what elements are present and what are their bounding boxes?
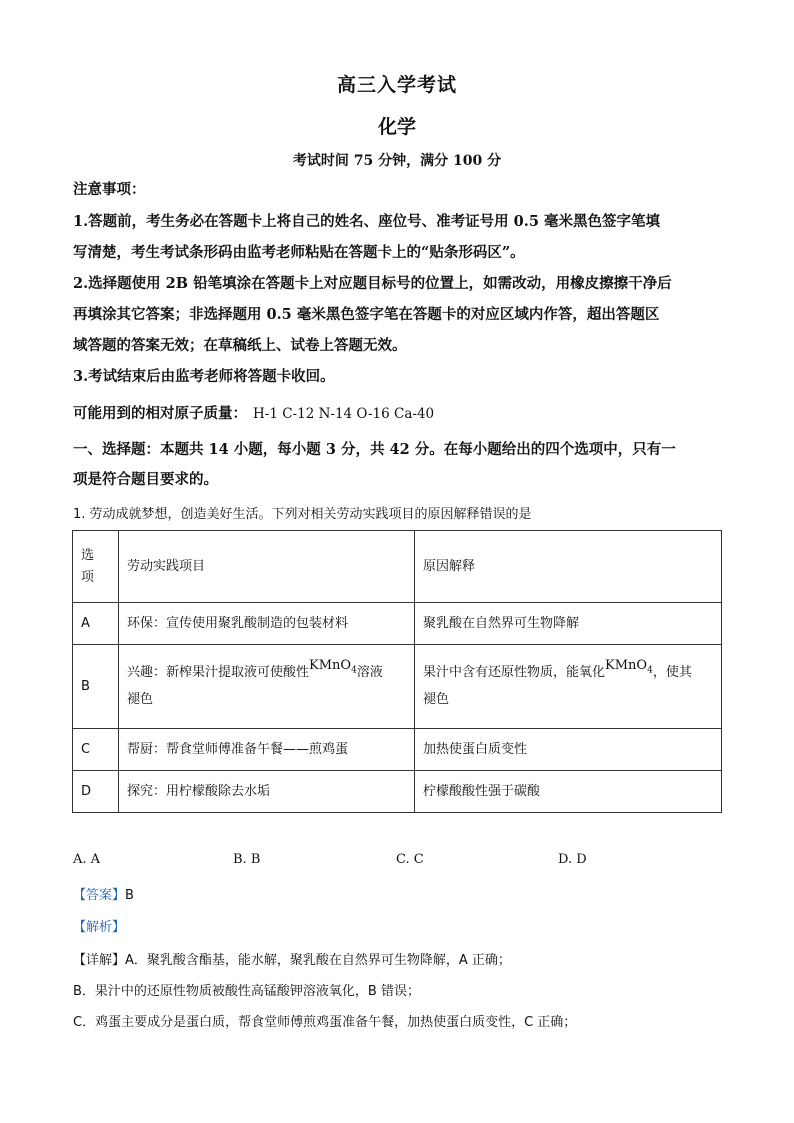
row-d-project: 探究：用柠檬酸除去水垢 xyxy=(119,771,415,813)
row-b-reason-line-2: 褪色 xyxy=(423,691,450,707)
table-row xyxy=(73,729,722,771)
detail-line-1 xyxy=(73,949,511,968)
choice-d[interactable]: D. D xyxy=(558,852,587,867)
row-a-option: A xyxy=(73,603,119,645)
row-b-project-text-2: 溶液 xyxy=(356,665,383,681)
detail-line-3: C．鸡蛋主要成分是蛋白质，帮食堂师傅煎鸡蛋准备午餐，加热使蛋白质变性，C 正确； xyxy=(73,1015,577,1030)
table-row xyxy=(73,771,722,813)
choice-c[interactable]: C. C xyxy=(396,852,424,867)
detail-line-2: B．果汁中的还原性物质被酸性高锰酸钾溶液氧化，B 错误； xyxy=(73,984,420,999)
row-c-project: 帮厨：帮食堂师傅准备午餐——煎鸡蛋 xyxy=(119,729,415,771)
exam-title: 高三入学考试 xyxy=(336,74,457,96)
choice-b[interactable]: B. B xyxy=(233,852,261,867)
row-b-project-line-1 xyxy=(127,658,406,689)
header-option-cell xyxy=(73,531,119,603)
row-c-option: C xyxy=(73,729,119,771)
row-b-reason-text: 果汁中含有还原性物质，能氧化 xyxy=(423,665,606,681)
row-a-reason: 聚乳酸在自然界可生物降解 xyxy=(415,603,722,645)
options-table xyxy=(72,530,722,813)
analysis-tag: 【解析】 xyxy=(73,920,126,935)
row-a-project: 环保：宣传使用聚乳酸制造的包装材料 xyxy=(119,603,415,645)
header-option-1: 选 xyxy=(81,547,95,563)
row-b-project xyxy=(119,645,415,729)
section-heading-line-2: 项是符合题目要求的。 xyxy=(73,471,218,488)
row-d-reason: 柠檬酸酸性强于碳酸 xyxy=(415,771,722,813)
answer-line xyxy=(73,884,134,903)
row-b-reason-text-2: ，使其 xyxy=(652,665,692,681)
formula-subscript: 4 xyxy=(647,665,653,676)
row-b-reason xyxy=(415,645,722,729)
note-2-line-2: 再填涂其它答案；非选择题用 0.5 毫米黑色签字笔在答题卡的对应区域内作答，超出答题区 xyxy=(73,306,660,323)
notes-heading: 注意事项： xyxy=(73,181,146,198)
note-2-line-3: 域答题的答案无效；在草稿纸上、试卷上答题无效。 xyxy=(73,337,407,354)
header-project: 劳动实践项目 xyxy=(119,531,415,603)
note-3: 3.考试结束后由监考老师将答题卡收回。 xyxy=(73,368,335,385)
row-b-project-text: 兴趣：新榨果汁提取液可使酸性 xyxy=(127,665,310,681)
section-heading-line-1: 一、选择题：本题共 14 小题，每小题 3 分，共 42 分。在每小题给出的四个选项中，只有一 xyxy=(73,441,676,458)
row-d-option: D xyxy=(73,771,119,813)
analysis-line xyxy=(73,916,125,935)
row-c-reason: 加热使蛋白质变性 xyxy=(415,729,722,771)
row-b-reason-line-1 xyxy=(423,658,713,689)
header-option-2: 项 xyxy=(81,569,95,585)
note-1-line-2: 写清楚，考生考试条形码由监考老师粘贴在答题卡上的“贴条形码区”。 xyxy=(73,244,525,261)
row-b-option: B xyxy=(73,645,119,729)
row-b-project-line-2: 褪色 xyxy=(127,691,154,707)
question-1-stem: 1. 劳动成就梦想，创造美好生活。下列对相关劳动实践项目的原因解释错误的是 xyxy=(73,507,532,522)
table-row xyxy=(73,645,722,729)
table-header-row xyxy=(73,531,722,603)
answer-tag: 【答案】 xyxy=(73,888,126,903)
kmno4-formula xyxy=(605,658,653,676)
choice-a[interactable]: A. A xyxy=(73,852,101,867)
formula-text: KMnO xyxy=(605,658,648,674)
time-info: 考试时间 75 分钟，满分 100 分 xyxy=(292,153,502,169)
formula-subscript: 4 xyxy=(351,665,357,676)
header-reason: 原因解释 xyxy=(415,531,722,603)
atomic-mass-label: 可能用到的相对原子质量： xyxy=(73,405,247,422)
atomic-mass-line xyxy=(73,404,434,424)
table-row xyxy=(73,603,722,645)
formula-text: KMnO xyxy=(309,658,352,674)
detail-tag: 【详解】 xyxy=(73,953,126,968)
atomic-mass-values: H-1 C-12 N-14 O-16 Ca-40 xyxy=(253,406,435,422)
kmno4-formula xyxy=(309,658,357,676)
note-2-line-1: 2.选择题使用 2B 铅笔填涂在答题卡上对应题目标号的位置上，如需改动，用橡皮擦擦干净后 xyxy=(73,275,672,292)
answer-value: B xyxy=(125,888,134,903)
note-1-line-1: 1.答题前，考生务必在答题卡上将自己的姓名、座位号、准考证号用 0.5 毫米黑色签字笔填 xyxy=(73,213,660,230)
detail-text-1: A．聚乳酸含酯基，能水解，聚乳酸在自然界可生物降解，A 正确； xyxy=(125,953,511,968)
subject-title: 化学 xyxy=(377,116,416,138)
